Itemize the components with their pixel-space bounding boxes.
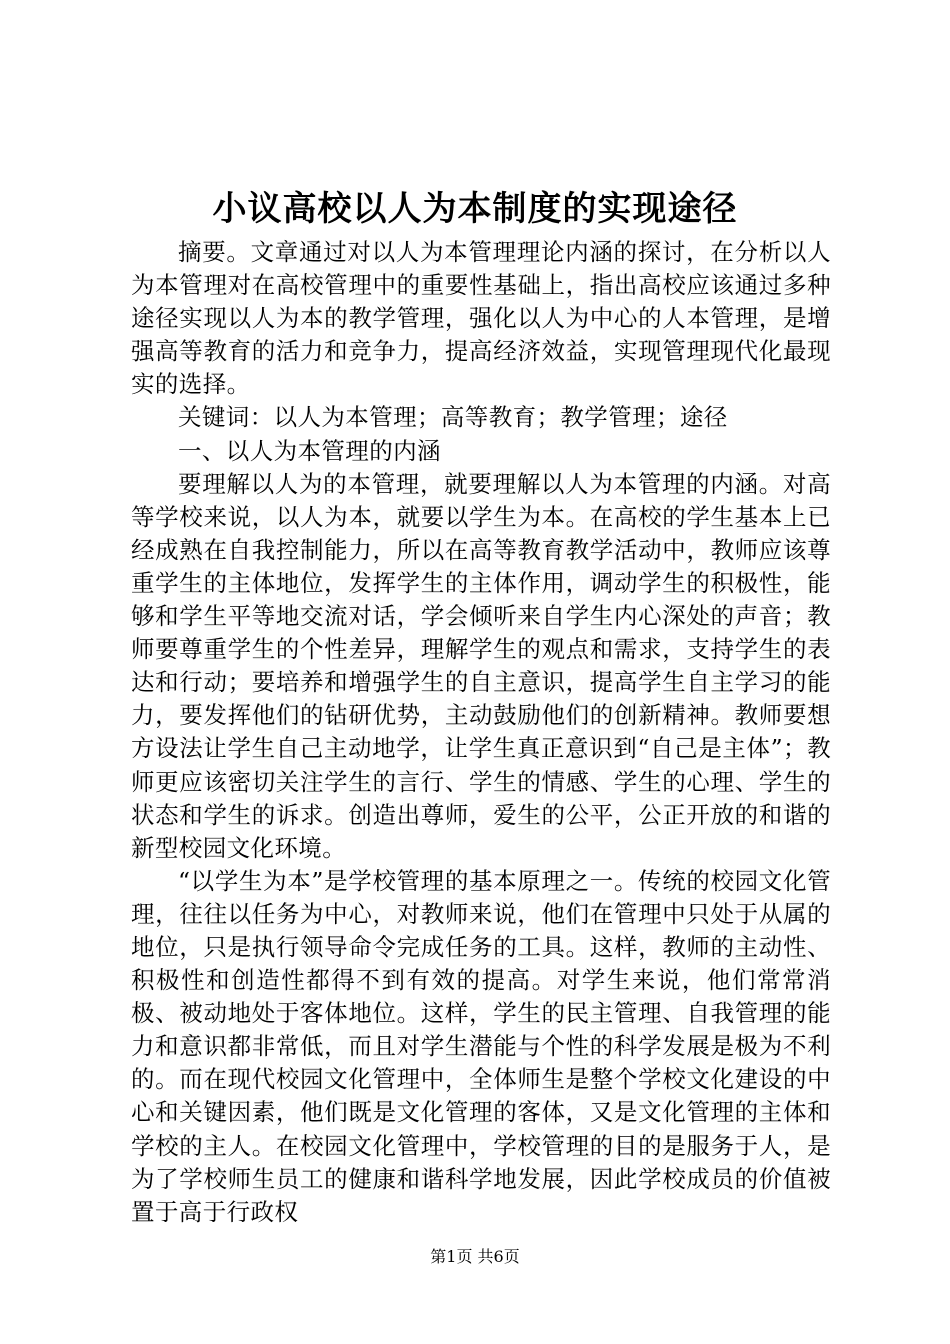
keywords-paragraph: 关键词：以人为本管理；高等教育；教学管理；途径 — [178, 403, 728, 432]
body-paragraph: “以学生为本”是学校管理的基本原理之一。传统的校园文化管理，往往以任务为中心，对教师来说，他们在管理中只处于从属的地位，只是执行领导命令完成任务的工具。这样，教师的主动性、积极性和创造性都得不到有效的提高。对学生来说，他们常常消极、被动地处于客体地位。这样，学生的民主管理、自我管理的能力和意识都非常低，而且对学生潜能与个性的科学发展是极为不利的。而在现代校园文化管理中，全体师生是整个学校文化建设的中心和关键因素，他们既是文化管理的客体，又是文化管理的主体和学校的主人。在校园文化管理中，学校管理的目的是服务于人，是为了学校师生员工的健康和谐科学地发展，因此学校成员的价值被置于高于行政权 — [131, 866, 831, 1226]
body-paragraph: 要理解以人为的本管理，就要理解以人为本管理的内涵。对高等学校来说，以人为本，就要以学生为本。在高校的学生基本上已经成熟在自我控制能力，所以在高等教育教学活动中，教师应该尊重学生的主体地位，发挥学生的主体作用，调动学生的积极性，能够和学生平等地交流对话，学会倾听来自学生内心深处的声音；教师要尊重学生的个性差异，理解学生的观点和需求，支持学生的表达和行动；要培养和增强学生的自主意识，提高学生自主学习的能力，要发挥他们的钻研优势，主动鼓励他们的创新精神。教师要想方设法让学生自己主动地学，让学生真正意识到“自己是主体”；教师更应该密切关注学生的言行、学生的情感、学生的心理、学生的状态和学生的诉求。创造出尊师，爱生的公平，公正开放的和谐的新型校园文化环境。 — [131, 469, 831, 862]
document-body — [131, 236, 831, 1229]
section-heading: 一、以人为本管理的内涵 — [178, 436, 441, 465]
document-title: 小议高校以人为本制度的实现途径 — [212, 189, 738, 229]
abstract-paragraph: 摘要。文章通过对以人为本管理理论内涵的探讨，在分析以人为本管理对在高校管理中的重要性基础上，指出高校应该通过多种途径实现以人为本的教学管理，强化以人为中心的人本管理，是增强高等教育的活力和竞争力，提高经济效益，实现管理现代化最现实的选择。 — [131, 238, 831, 399]
page-number-footer: 第1页 共6页 — [430, 1247, 520, 1266]
